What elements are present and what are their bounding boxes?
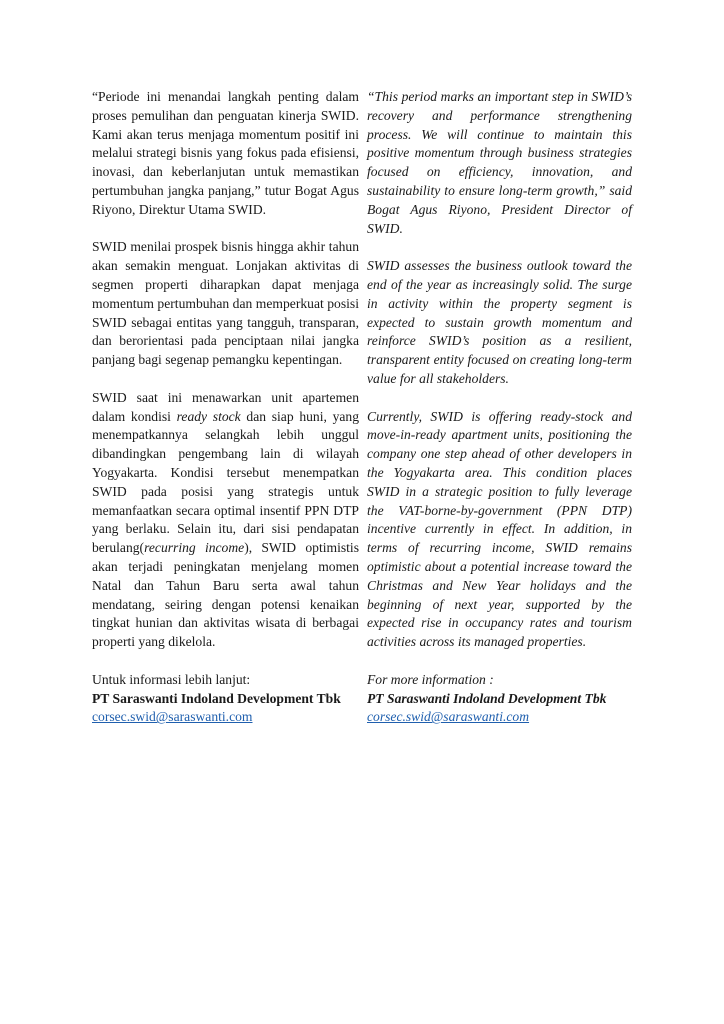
paragraph-quote-id <box>92 88 359 220</box>
text-segment: ), SWID optimistis akan terjadi peningkatan menjelang momen Natal dan Tahun Baru serta awal tahun mendatang, seiring dengan potensi kenaikan tingkat hunian dan aktivitas wisata di berbagai properti yang dikelola. <box>92 540 359 650</box>
text-segment: “Periode ini menandai langkah penting dalam proses pemulihan dan penguatan kinerja SWID. Kami akan terus menjaga momentum positif ini melalui strategi bisnis yang fokus pada efisiensi, inovasi, dan keberlanjutan untuk memastikan pertumbuhan jangka panjang,” tutur Bogat Agus Riyono, Direktur Utama SWID. <box>92 89 359 217</box>
paragraph-offering-en <box>367 408 632 652</box>
paragraph-outlook-id <box>92 238 359 370</box>
email-link[interactable]: corsec.swid@saraswanti.com <box>367 709 530 725</box>
text-segment: SWID assesses the business outlook toward the end of the year as increasingly solid. The surge in activity within the property segment is expected to sustain growth momentum and reinforce SWID’s position as a resilient, transparent entity focused on creating long-term value for all stakeholders. <box>367 258 632 386</box>
text-segment: SWID saat ini menawarkan unit apartemen dalam kondisi <box>92 389 359 424</box>
company-name: PT Saraswanti Indoland Development Tbk <box>92 690 341 706</box>
text-segment: SWID menilai prospek bisnis hingga akhir tahun akan semakin menguat. Lonjakan aktivitas di segmen properti diharapkan dapat menjaga momentum pertumbuhan dan memperkuat posisi SWID sebagai entitas yang tangguh, transparan, dan berorientasi pada penciptaan nilai jangka panjang bagi segenap pemangku kepentingan. <box>92 239 359 368</box>
paragraph-outlook-en <box>367 257 632 389</box>
english-column <box>367 88 632 727</box>
text-segment: “This period marks an important step in SWID’s recovery and performance strengthening process. We will continue to maintain this positive momentum through business strategies focused on efficiency, innovation, and sustainability to ensure long-term growth,” said Bogat Agus Riyono, President Director of SWID. <box>367 89 632 236</box>
paragraph-offering-id <box>92 389 359 652</box>
paragraph-quote-en <box>367 88 632 238</box>
contact-block-en <box>367 671 632 727</box>
email-link[interactable]: corsec.swid@saraswanti.com <box>92 709 253 725</box>
italic-term: recurring income <box>144 540 245 556</box>
contact-label: For more information : <box>367 671 494 687</box>
text-segment: Currently, SWID is offering ready-stock and move-in-ready apartment units, positioning the company one step ahead of other developers in the Yogyakarta area. This condition places SWID in a strategic position to fully leverage the VAT-borne-by-government (PPN DTP) incentive currently in effect. In addition, in terms of recurring income, SWID remains optimistic about a potential increase toward the Christmas and New Year holidays and the beginning of next year, supported by the expected rise in occupancy rates and tourism activities across its managed properties. <box>367 408 632 650</box>
contact-block-id <box>92 671 359 727</box>
text-segment: dan siap huni, yang menempatkannya selangkah lebih unggul dibandingkan pengembang lain di wilayah Yogyakarta. Kondisi tersebut menempatkan SWID pada posisi yang strategis untuk memanfaatkan secara optimal insentif PPN DTP yang berlaku. Selain itu, dari sisi pendapatan berulang( <box>92 408 360 556</box>
company-name: PT Saraswanti Indoland Development Tbk <box>367 690 607 706</box>
italic-term: ready stock <box>176 408 241 424</box>
indonesian-column <box>92 88 359 727</box>
contact-label: Untuk informasi lebih lanjut: <box>92 671 251 687</box>
